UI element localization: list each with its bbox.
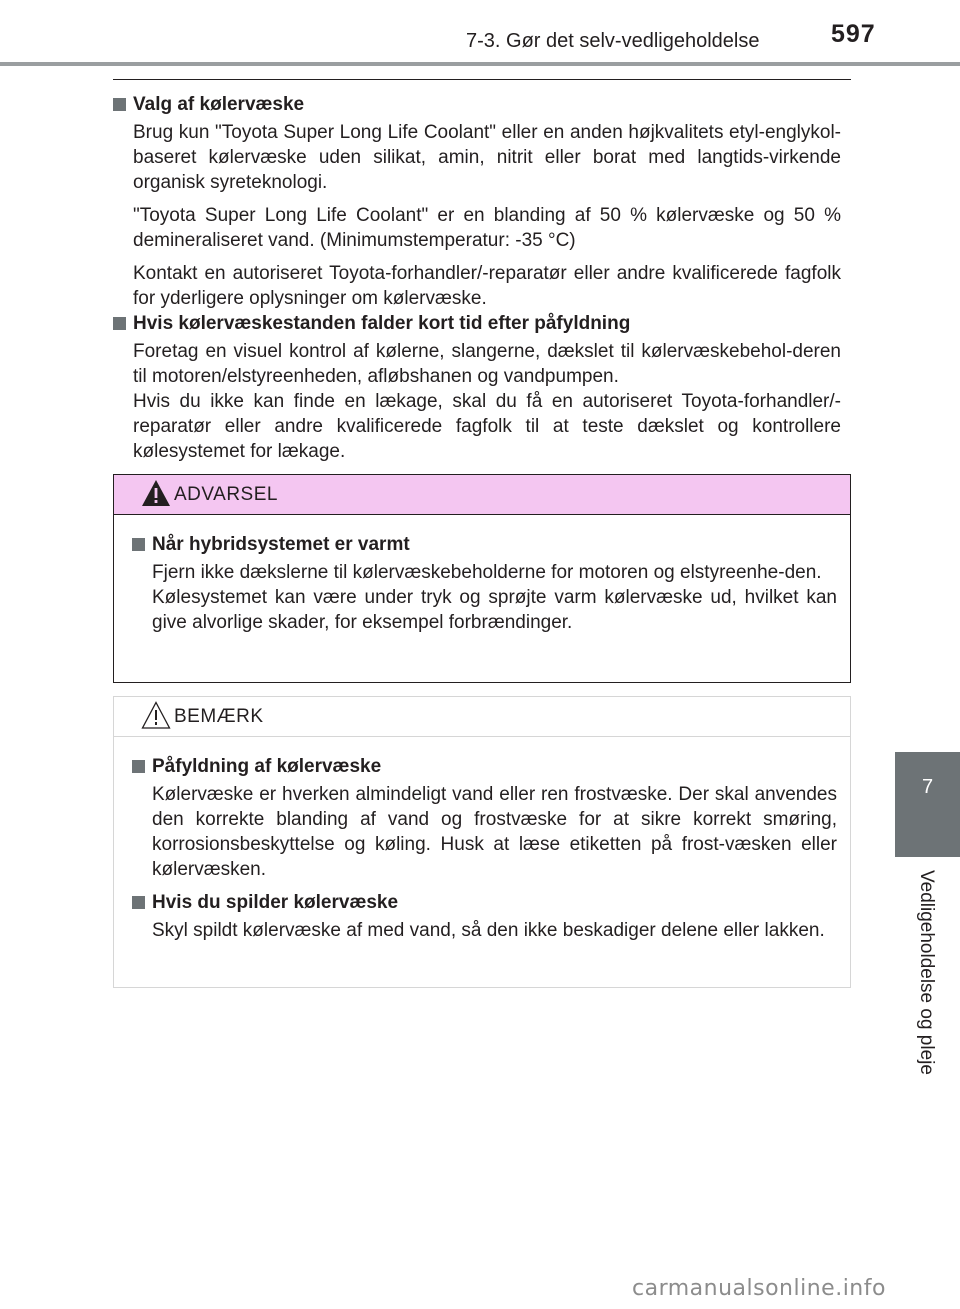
- section-heading: [113, 311, 841, 336]
- watermark-text: carmanualsonline.info: [632, 1276, 886, 1301]
- paragraph: Kølesystemet kan være under tryk og sprøjte varm kølervæske ud, hvilket kan give alvorlige skader, for eksempel forbrændinger.: [152, 587, 837, 633]
- bullet-square-icon: [132, 538, 145, 551]
- warning-box-header: [114, 475, 850, 515]
- bullet-square-icon: [113, 98, 126, 111]
- notice-item-heading: [127, 754, 837, 779]
- paragraph: Foretag en visuel kontrol af kølerne, slangerne, dækslet til kølervæskebehol-deren til motoren/elstyreenheden, afløbshanen og vandpumpen.: [133, 341, 841, 387]
- page-header: [0, 0, 960, 78]
- warning-box-body: [114, 515, 850, 661]
- chapter-tab-number: 7: [921, 776, 934, 798]
- warning-box-title: ADVARSEL: [174, 484, 278, 505]
- section-coolant-level-drop: [113, 311, 841, 472]
- notice-box: [113, 696, 851, 988]
- section-heading-text: Hvis kølervæskestanden falder kort tid efter påfyldning: [133, 313, 631, 334]
- section-heading: [113, 92, 841, 117]
- paragraph: Kontakt en autoriseret Toyota-forhandler/-reparatør eller andre kvalificerede fagfolk for yderligere oplysninger om kølervæske.: [133, 263, 841, 309]
- notice-item-heading-text: Påfyldning af kølervæske: [152, 756, 382, 777]
- warning-item-heading: [127, 532, 837, 557]
- header-divider: [0, 62, 960, 66]
- chapter-tab: [895, 752, 960, 857]
- page-number: 597: [831, 20, 876, 48]
- bullet-square-icon: [132, 760, 145, 773]
- paragraph: Brug kun "Toyota Super Long Life Coolant" eller en anden højkvalitets etyl-englykol-baseret kølervæske uden silikat, amin, nitrit eller borat med langtids-virkende organisk syreteknologi.: [133, 122, 841, 193]
- paragraph: Kølervæske er hverken almindeligt vand eller ren frostvæske. Der skal anvendes den korrekte blanding af vand og frostvæske for at sikre korrekt smøring, korrosionsbeskyttelse og køling. Husk at læse etiketten på frost-væsken eller kølervæsken.: [152, 784, 837, 880]
- notice-box-body: [114, 737, 850, 969]
- bullet-square-icon: [132, 896, 145, 909]
- paragraph: "Toyota Super Long Life Coolant" er en blanding af 50 % kølervæske og 50 % demineraliseret vand. (Minimumstemperatur: -35 °C): [133, 205, 841, 251]
- warning-triangle-icon: [141, 479, 171, 507]
- caution-triangle-outline-icon: [141, 701, 171, 729]
- paragraph: Skyl spildt kølervæske af med vand, så den ikke beskadiger delene eller lakken.: [152, 920, 825, 941]
- notice-item-heading: [127, 890, 837, 915]
- bullet-square-icon: [113, 317, 126, 330]
- chapter-title: 7-3. Gør det selv-vedligeholdelse: [466, 30, 760, 52]
- notice-item-heading-text: Hvis du spilder kølervæske: [152, 892, 399, 913]
- paragraph: Hvis du ikke kan finde en lækage, skal du få en autoriseret Toyota-forhandler/-reparatør eller andre kvalificerede fagfolk til at teste dækslet og kontrollere kølesystemet for lækage.: [133, 391, 841, 462]
- section-coolant-choice: [113, 92, 841, 319]
- content-top-rule: [113, 79, 851, 80]
- warning-box: [113, 474, 851, 683]
- paragraph: Fjern ikke dækslerne til kølervæskebeholderne for motoren og elstyreenhe-den.: [152, 562, 822, 583]
- notice-box-header: [114, 697, 850, 737]
- notice-box-title: BEMÆRK: [174, 706, 264, 727]
- section-heading-text: Valg af kølervæske: [133, 94, 305, 115]
- warning-item-heading-text: Når hybridsystemet er varmt: [152, 534, 410, 555]
- chapter-tab-label: Vedligeholdelse og pleje: [916, 870, 937, 1075]
